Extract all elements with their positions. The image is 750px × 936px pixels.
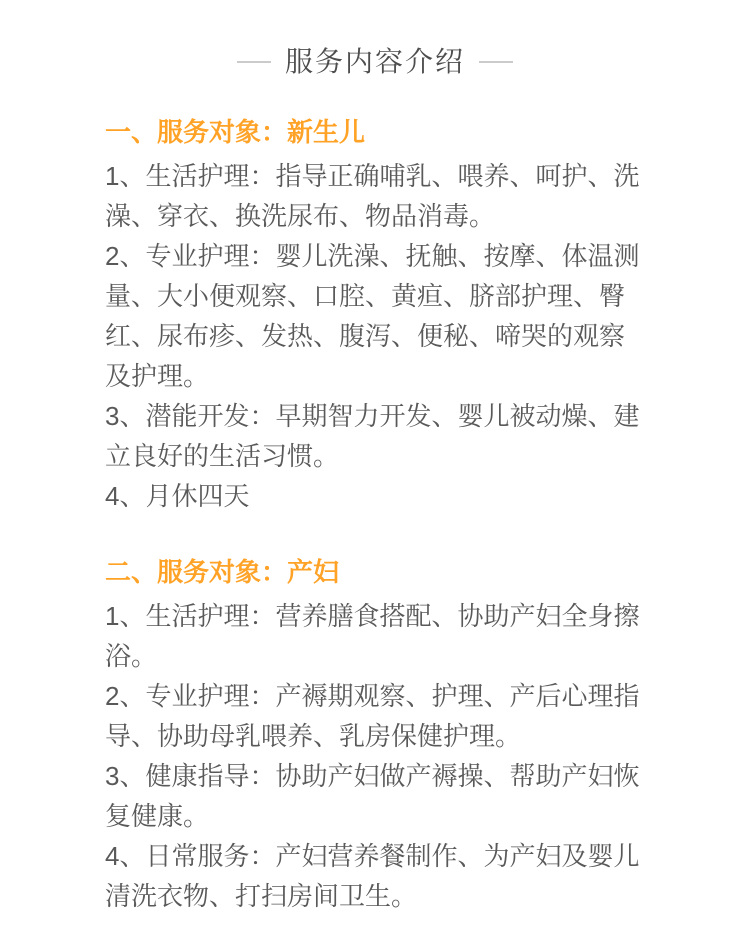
mother-item-daily-service: 4、日常服务：产妇营养餐制作、为产妇及婴儿清洗衣物、打扫房间卫生。 xyxy=(105,841,640,911)
page-title: 服务内容介绍 xyxy=(284,46,465,77)
title-right-dash xyxy=(479,61,513,63)
mother-item-life-care: 1、生活护理：营养膳食搭配、协助产妇全身擦浴。 xyxy=(105,601,640,671)
newborn-item-life-care: 1、生活护理：指导正确哺乳、喂养、呵护、洗澡、穿衣、换洗尿布、物品消毒。 xyxy=(105,161,640,231)
newborn-item-professional-care: 2、专业护理：婴儿洗澡、抚触、按摩、体温测量、大小便观察、口腔、黄疸、脐部护理、臀红、尿布疹、发热、腹泻、便秘、啼哭的观察及护理。 xyxy=(105,241,640,391)
section-mother-heading: 二、服务对象：产妇 xyxy=(105,557,340,587)
section-newborn xyxy=(105,112,647,516)
section-mother xyxy=(105,552,647,916)
title-left-dash xyxy=(237,61,271,63)
newborn-item-potential-development: 3、潜能开发：早期智力开发、婴儿被动燥、建立良好的生活习惯。 xyxy=(105,401,640,471)
newborn-item-monthly-rest: 4、月休四天 xyxy=(105,481,250,511)
mother-item-professional-care: 2、专业护理：产褥期观察、护理、产后心理指导、协助母乳喂养、乳房保健护理。 xyxy=(105,681,640,751)
page-header xyxy=(105,44,645,80)
section-newborn-heading: 一、服务对象：新生儿 xyxy=(105,117,366,147)
mother-item-health-guidance: 3、健康指导：协助产妇做产褥操、帮助产妇恢复健康。 xyxy=(105,761,640,831)
